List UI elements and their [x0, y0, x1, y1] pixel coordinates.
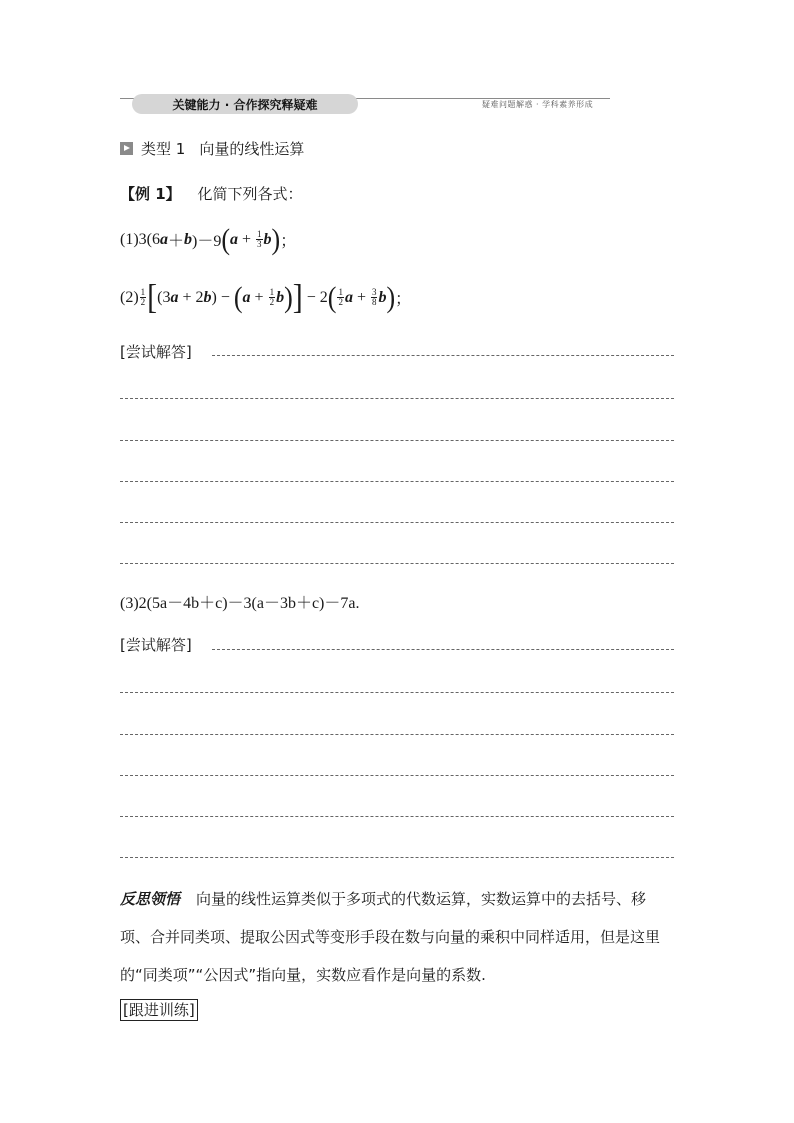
problem-1: (1) 3(6 a ＋ b )－9 ( a + $\frac{1}{3}$ b ) ； [120, 222, 297, 256]
follow-up-training-label: [跟进训练] [120, 999, 198, 1021]
problem-1-number: (1) [120, 230, 139, 248]
answer-line[interactable] [120, 563, 674, 564]
problem-2-number: (2) [120, 288, 139, 306]
problem-3: (3)2(5a－4b＋c)－3(a－3b＋c)－7a. [120, 595, 360, 612]
answer-line[interactable] [120, 522, 674, 523]
answer-line[interactable] [120, 734, 674, 735]
example-label: 【例 1】 [120, 185, 181, 203]
header-tab-label: 关键能力 · 合作探究释疑难 [172, 98, 318, 112]
answer-line[interactable] [120, 816, 674, 817]
type-label: 类型 1 [141, 140, 186, 158]
answer-line[interactable] [212, 649, 674, 650]
reflection-title: 反思领悟 [120, 890, 181, 908]
try-answer-label-1: [尝试解答] [120, 343, 192, 361]
reflection-paragraph [120, 880, 676, 994]
section-header [120, 94, 610, 114]
answer-line[interactable] [120, 481, 674, 482]
type-title: 向量的线性运算 [199, 140, 305, 158]
answer-line[interactable] [120, 692, 674, 693]
answer-line[interactable] [120, 398, 674, 399]
answer-line[interactable] [212, 355, 674, 356]
example-prompt: 化简下列各式： [197, 185, 303, 203]
type-heading [120, 138, 304, 159]
header-tab [132, 94, 358, 114]
answer-line[interactable] [120, 857, 674, 858]
answer-line[interactable] [120, 775, 674, 776]
reflection-text: 向量的线性运算类似于多项式的代数运算，实数运算中的去括号、移项、合并同类项、提取公因式等变形手段在数与向量的乘积中同样适用，但是这里的“同类项”“公因式”指向量，实数应看作是向量的系数. [120, 890, 661, 984]
example-heading [120, 183, 302, 204]
problem-2: (2) $\frac{1}{2}$ [ (3 a + 2 b ) − ( a + $\frac{1}{2}$ b ) ] − 2 ( $\frac{1}{2}$ a + $\frac{3}{8}$ b ) ； [120, 277, 412, 316]
header-right-text: 疑难问题解惑 · 学科素养形成 [482, 100, 594, 109]
try-answer-label-2: [尝试解答] [120, 636, 192, 654]
play-triangle-icon [120, 142, 133, 155]
answer-line[interactable] [120, 440, 674, 441]
